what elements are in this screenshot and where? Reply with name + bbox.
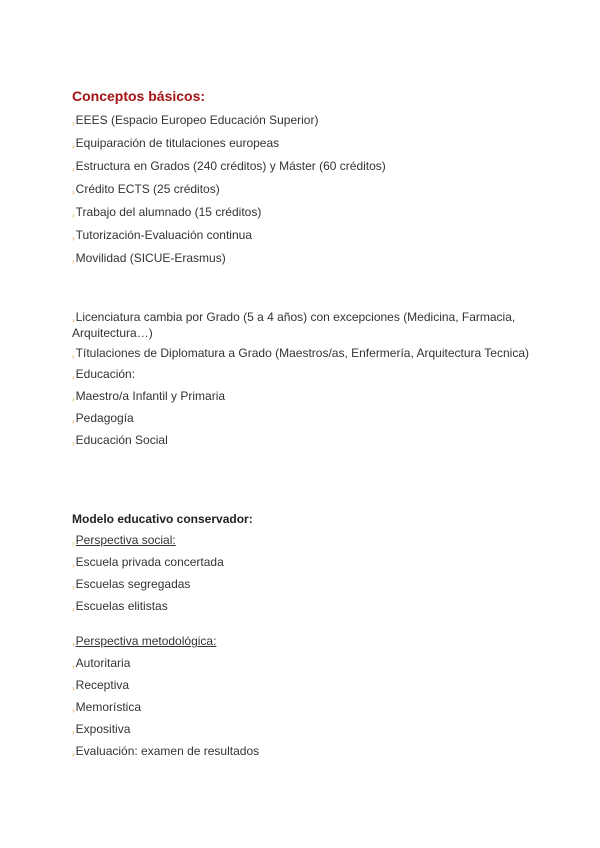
list-item: ›Crédito ECTS (25 créditos) bbox=[72, 182, 220, 197]
list-item: ›Títulaciones de Diplomatura a Grado (Maestros/as, Enfermería, Arquitectura Tecnica) bbox=[72, 346, 529, 361]
perspectiva-social-list bbox=[72, 533, 542, 615]
bullet-icon: › bbox=[72, 561, 75, 570]
list-item: ›Estructura en Grados (240 créditos) y Máster (60 créditos) bbox=[72, 159, 386, 174]
bullet-icon: › bbox=[72, 539, 75, 548]
list-item: ›Escuelas elitistas bbox=[72, 599, 168, 614]
list-item: ›Memorística bbox=[72, 700, 142, 715]
list-item bbox=[72, 634, 542, 650]
list-item: ›Autoritaria bbox=[72, 656, 131, 671]
perspectiva-metodologica-label: Perspectiva metodológica: bbox=[75, 634, 217, 648]
bullet-icon: › bbox=[72, 352, 75, 361]
grados-list bbox=[72, 310, 542, 449]
section-title-conceptos: Conceptos básicos: bbox=[72, 88, 206, 104]
list-item: ›Educación: bbox=[72, 367, 136, 382]
bullet-icon: › bbox=[72, 257, 75, 266]
bullet-icon: › bbox=[72, 684, 75, 693]
bullet-icon: › bbox=[72, 211, 75, 220]
bullet-icon: › bbox=[72, 234, 75, 243]
list-item: ›Escuelas segregadas bbox=[72, 577, 191, 592]
list-item: ›Movilidad (SICUE-Erasmus) bbox=[72, 251, 226, 266]
list-item: ›Receptiva bbox=[72, 678, 130, 693]
bullet-icon: › bbox=[72, 706, 75, 715]
list-item: ›Tutorización-Evaluación continua bbox=[72, 228, 252, 243]
bullet-icon: › bbox=[72, 605, 75, 614]
bullet-icon: › bbox=[72, 142, 75, 151]
list-item: ›Equiparación de titulaciones europeas bbox=[72, 136, 280, 151]
bullet-icon: › bbox=[72, 316, 75, 325]
perspectiva-metodologica-list bbox=[72, 634, 542, 760]
list-item: ›Expositiva bbox=[72, 722, 131, 737]
bullet-icon: › bbox=[72, 640, 75, 649]
bullet-icon: › bbox=[72, 165, 75, 174]
bullet-icon: › bbox=[72, 119, 75, 128]
conceptos-list bbox=[72, 113, 542, 267]
list-item: ›Licenciatura cambia por Grado (5 a 4 años) con excepciones (Medicina, Farmacia, Arquitectura…) bbox=[72, 310, 516, 340]
bullet-icon: › bbox=[72, 395, 75, 404]
list-item: ›Escuela privada concertada bbox=[72, 555, 224, 570]
list-item: ›Educación Social bbox=[72, 433, 168, 448]
list-item: ›Maestro/a Infantil y Primaria bbox=[72, 389, 226, 404]
list-item bbox=[72, 533, 542, 549]
bullet-icon: › bbox=[72, 750, 75, 759]
bullet-icon: › bbox=[72, 373, 75, 382]
list-item: ›Trabajo del alumnado (15 créditos) bbox=[72, 205, 262, 220]
list-item: ›EEES (Espacio Europeo Educación Superior) bbox=[72, 113, 319, 128]
bullet-icon: › bbox=[72, 583, 75, 592]
bullet-icon: › bbox=[72, 439, 75, 448]
perspectiva-social-label: Perspectiva social: bbox=[75, 533, 176, 547]
bullet-icon: › bbox=[72, 188, 75, 197]
bullet-icon: › bbox=[72, 417, 75, 426]
section-title-modelo: Modelo educativo conservador: bbox=[72, 512, 253, 526]
bullet-icon: › bbox=[72, 728, 75, 737]
bullet-icon: › bbox=[72, 662, 75, 671]
list-item: ›Pedagogía bbox=[72, 411, 134, 426]
list-item: ›Evaluación: examen de resultados bbox=[72, 744, 260, 759]
